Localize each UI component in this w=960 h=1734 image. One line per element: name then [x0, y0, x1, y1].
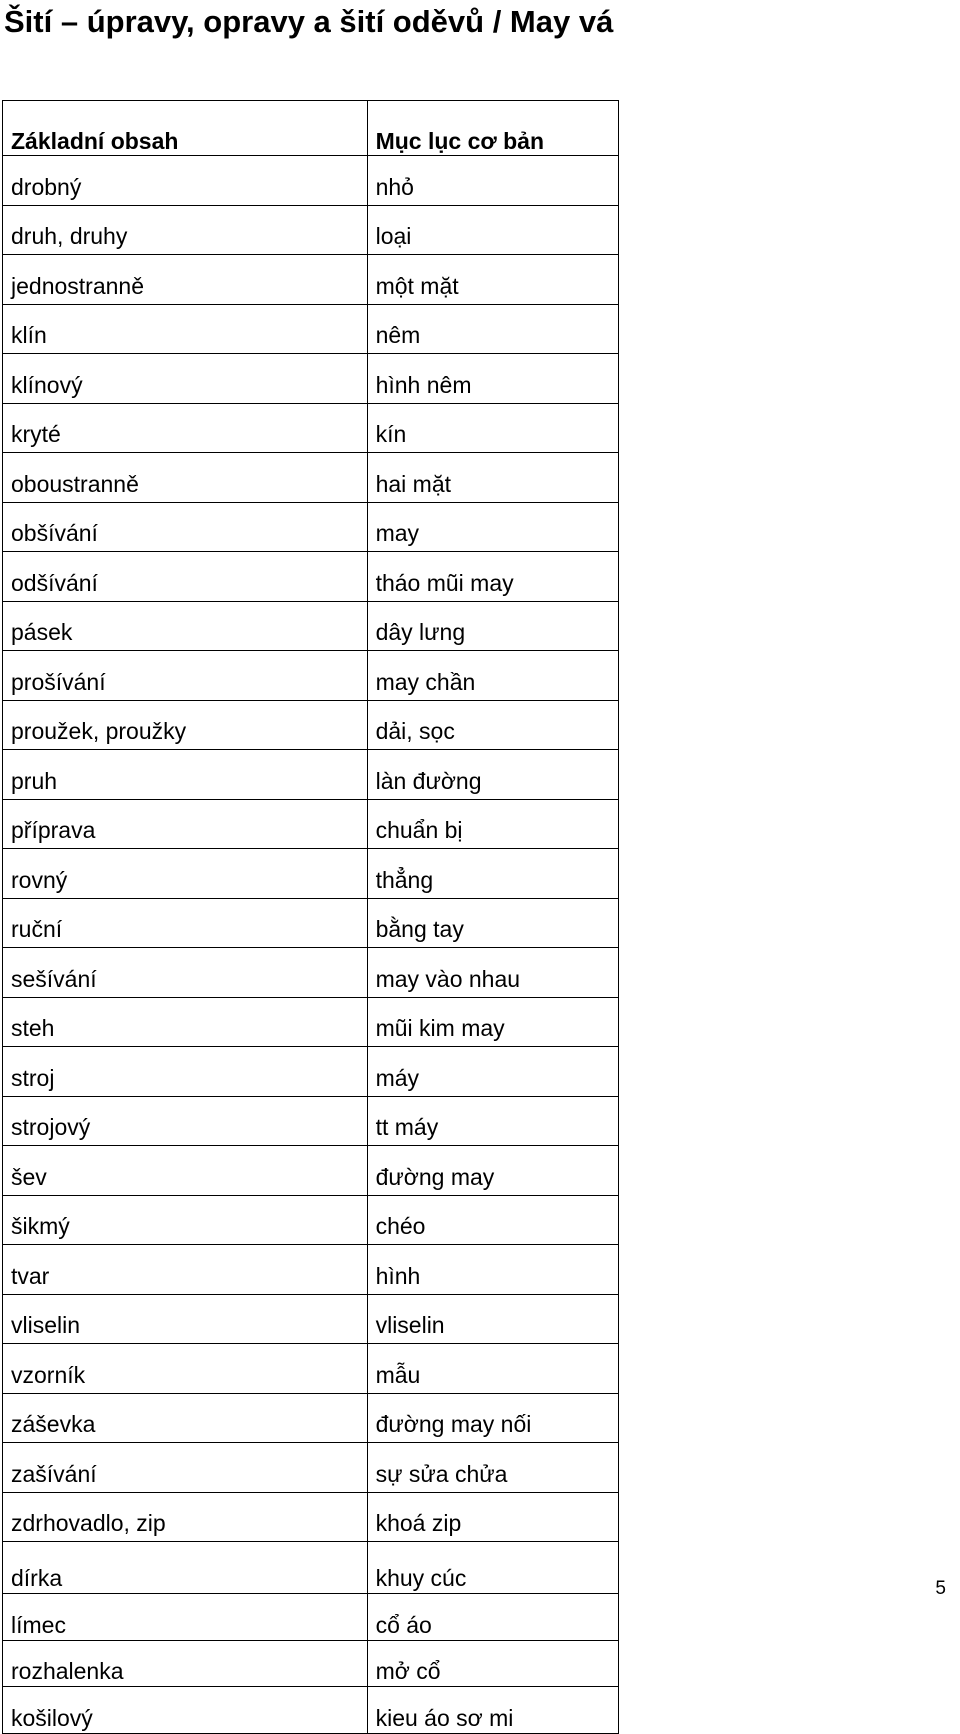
- table-row: [3, 750, 619, 800]
- table-row: [3, 948, 619, 998]
- table-row: [3, 1344, 619, 1394]
- cell-czech: jednostranně: [3, 255, 368, 305]
- table-row: [3, 403, 619, 453]
- header-vietnamese: Mục lục cơ bản: [367, 101, 618, 156]
- cell-vietnamese: đường may: [367, 1146, 618, 1196]
- cell-czech: dírka: [3, 1542, 368, 1594]
- cell-vietnamese: dây lưng: [367, 601, 618, 651]
- table-row: [3, 700, 619, 750]
- cell-vietnamese: khuy cúc: [367, 1542, 618, 1594]
- cell-czech: proužek, proužky: [3, 700, 368, 750]
- cell-vietnamese: loại: [367, 205, 618, 255]
- page-number: 5: [935, 1578, 946, 1599]
- page-title: Šití – úpravy, opravy a šití oděvů / May vá: [4, 4, 614, 39]
- cell-vietnamese: kín: [367, 403, 618, 453]
- table-row: [3, 304, 619, 354]
- cell-vietnamese: khoá zip: [367, 1492, 618, 1542]
- table-row: [3, 1047, 619, 1097]
- cell-vietnamese: bằng tay: [367, 898, 618, 948]
- table-row: [3, 1393, 619, 1443]
- table-row: [3, 1443, 619, 1493]
- cell-vietnamese: hai mặt: [367, 453, 618, 503]
- table-row: [3, 205, 619, 255]
- table-row: [3, 1594, 619, 1641]
- cell-vietnamese: may chần: [367, 651, 618, 701]
- cell-czech: rozhalenka: [3, 1640, 368, 1687]
- cell-czech: klín: [3, 304, 368, 354]
- table-row: [3, 849, 619, 899]
- cell-czech: zdrhovadlo, zip: [3, 1492, 368, 1542]
- cell-czech: druh, druhy: [3, 205, 368, 255]
- cell-vietnamese: vliselin: [367, 1294, 618, 1344]
- cell-vietnamese: máy: [367, 1047, 618, 1097]
- table-row: [3, 1640, 619, 1687]
- table-row: [3, 1542, 619, 1594]
- table-row: [3, 354, 619, 404]
- cell-vietnamese: hình: [367, 1245, 618, 1295]
- cell-vietnamese: hình nêm: [367, 354, 618, 404]
- cell-vietnamese: kieu áo sơ mi: [367, 1687, 618, 1734]
- table-row: [3, 601, 619, 651]
- table-row: [3, 255, 619, 305]
- cell-vietnamese: tháo mũi may: [367, 552, 618, 602]
- table-row: [3, 1687, 619, 1734]
- table-header-row: [3, 101, 619, 156]
- cell-czech: rovný: [3, 849, 368, 899]
- cell-vietnamese: dải, sọc: [367, 700, 618, 750]
- vocabulary-table-body: [3, 101, 619, 1734]
- cell-czech: steh: [3, 997, 368, 1047]
- cell-czech: zašívání: [3, 1443, 368, 1493]
- cell-czech: záševka: [3, 1393, 368, 1443]
- cell-czech: šev: [3, 1146, 368, 1196]
- cell-vietnamese: đường may nối: [367, 1393, 618, 1443]
- cell-vietnamese: một mặt: [367, 255, 618, 305]
- cell-czech: sešívání: [3, 948, 368, 998]
- table-row: [3, 453, 619, 503]
- cell-czech: prošívání: [3, 651, 368, 701]
- cell-vietnamese: nhỏ: [367, 156, 618, 206]
- table-row: [3, 799, 619, 849]
- table-row: [3, 1245, 619, 1295]
- cell-czech: šikmý: [3, 1195, 368, 1245]
- cell-vietnamese: sự sửa chửa: [367, 1443, 618, 1493]
- cell-czech: odšívání: [3, 552, 368, 602]
- table-row: [3, 552, 619, 602]
- cell-vietnamese: cổ áo: [367, 1594, 618, 1641]
- cell-vietnamese: chéo: [367, 1195, 618, 1245]
- cell-czech: límec: [3, 1594, 368, 1641]
- cell-czech: stroj: [3, 1047, 368, 1097]
- cell-czech: příprava: [3, 799, 368, 849]
- table-row: [3, 997, 619, 1047]
- cell-czech: košilový: [3, 1687, 368, 1734]
- cell-czech: vliselin: [3, 1294, 368, 1344]
- table-row: [3, 156, 619, 206]
- cell-vietnamese: mở cổ: [367, 1640, 618, 1687]
- cell-vietnamese: chuẩn bị: [367, 799, 618, 849]
- table-row: [3, 502, 619, 552]
- cell-vietnamese: tt máy: [367, 1096, 618, 1146]
- cell-czech: obšívání: [3, 502, 368, 552]
- cell-vietnamese: mẫu: [367, 1344, 618, 1394]
- cell-vietnamese: may: [367, 502, 618, 552]
- table-row: [3, 651, 619, 701]
- table-row: [3, 1294, 619, 1344]
- vocabulary-table: [2, 100, 619, 1734]
- cell-czech: klínový: [3, 354, 368, 404]
- cell-czech: drobný: [3, 156, 368, 206]
- cell-czech: pruh: [3, 750, 368, 800]
- cell-czech: oboustranně: [3, 453, 368, 503]
- table-row: [3, 898, 619, 948]
- cell-vietnamese: nêm: [367, 304, 618, 354]
- cell-vietnamese: may vào nhau: [367, 948, 618, 998]
- table-row: [3, 1492, 619, 1542]
- cell-czech: ruční: [3, 898, 368, 948]
- table-row: [3, 1146, 619, 1196]
- cell-czech: pásek: [3, 601, 368, 651]
- table-row: [3, 1195, 619, 1245]
- cell-czech: kryté: [3, 403, 368, 453]
- cell-vietnamese: làn đường: [367, 750, 618, 800]
- cell-vietnamese: mũi kim may: [367, 997, 618, 1047]
- cell-vietnamese: thẳng: [367, 849, 618, 899]
- cell-czech: vzorník: [3, 1344, 368, 1394]
- cell-czech: strojový: [3, 1096, 368, 1146]
- cell-czech: tvar: [3, 1245, 368, 1295]
- table-row: [3, 1096, 619, 1146]
- header-czech: Základní obsah: [3, 101, 368, 156]
